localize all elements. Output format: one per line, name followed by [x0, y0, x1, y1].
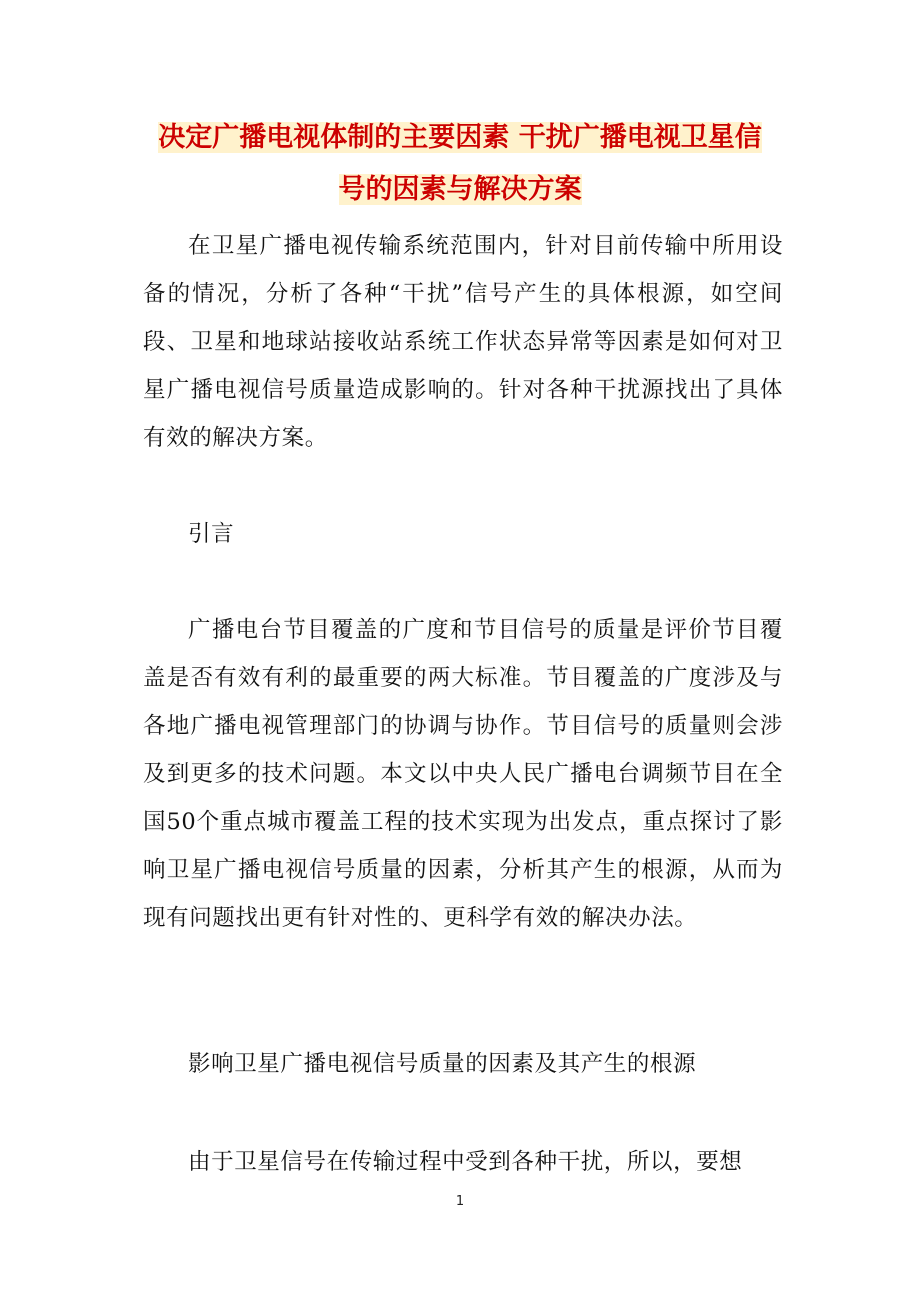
title-line-1: 决定广播电视体制的主要因素 干扰广播电视卫星信	[158, 122, 762, 153]
page-number: 1	[455, 1194, 465, 1209]
title-line-2: 号的因素与解决方案	[338, 174, 582, 205]
intro-paragraph: 广播电台节目覆盖的广度和节目信号的质量是评价节目覆盖是否有效有利的最重要的两大标准。节目覆盖的广度涉及与各地广播电视管理部门的协调与协作。节目信号的质量则会涉及到更多的技术问题。本文以中央人民广播电台调频节目在全国50个重点城市覆盖工程的技术实现为出发点，重点探讨了影响卫星广播电视信号质量的因素，分析其产生的根源，从而为现有问题找出更有针对性的、更科学有效的解决办法。	[143, 617, 783, 931]
abstract-paragraph: 在卫星广播电视传输系统范围内，针对目前传输中所用设备的情况，分析了各种“干扰”信号产生的具体根源，如空间段、卫星和地球站接收站系统工作状态异常等因素是如何对卫星广播电视信号质量造成影响的。针对各种干扰源找出了具体有效的解决方案。	[143, 233, 783, 451]
section-heading-intro: 引言	[188, 521, 235, 547]
body-paragraph: 由于卫星信号在传输过程中受到各种干扰，所以，要想	[188, 1149, 743, 1175]
document-title	[130, 112, 790, 216]
section-heading-factors: 影响卫星广播电视信号质量的因素及其产生的根源	[188, 1051, 697, 1077]
